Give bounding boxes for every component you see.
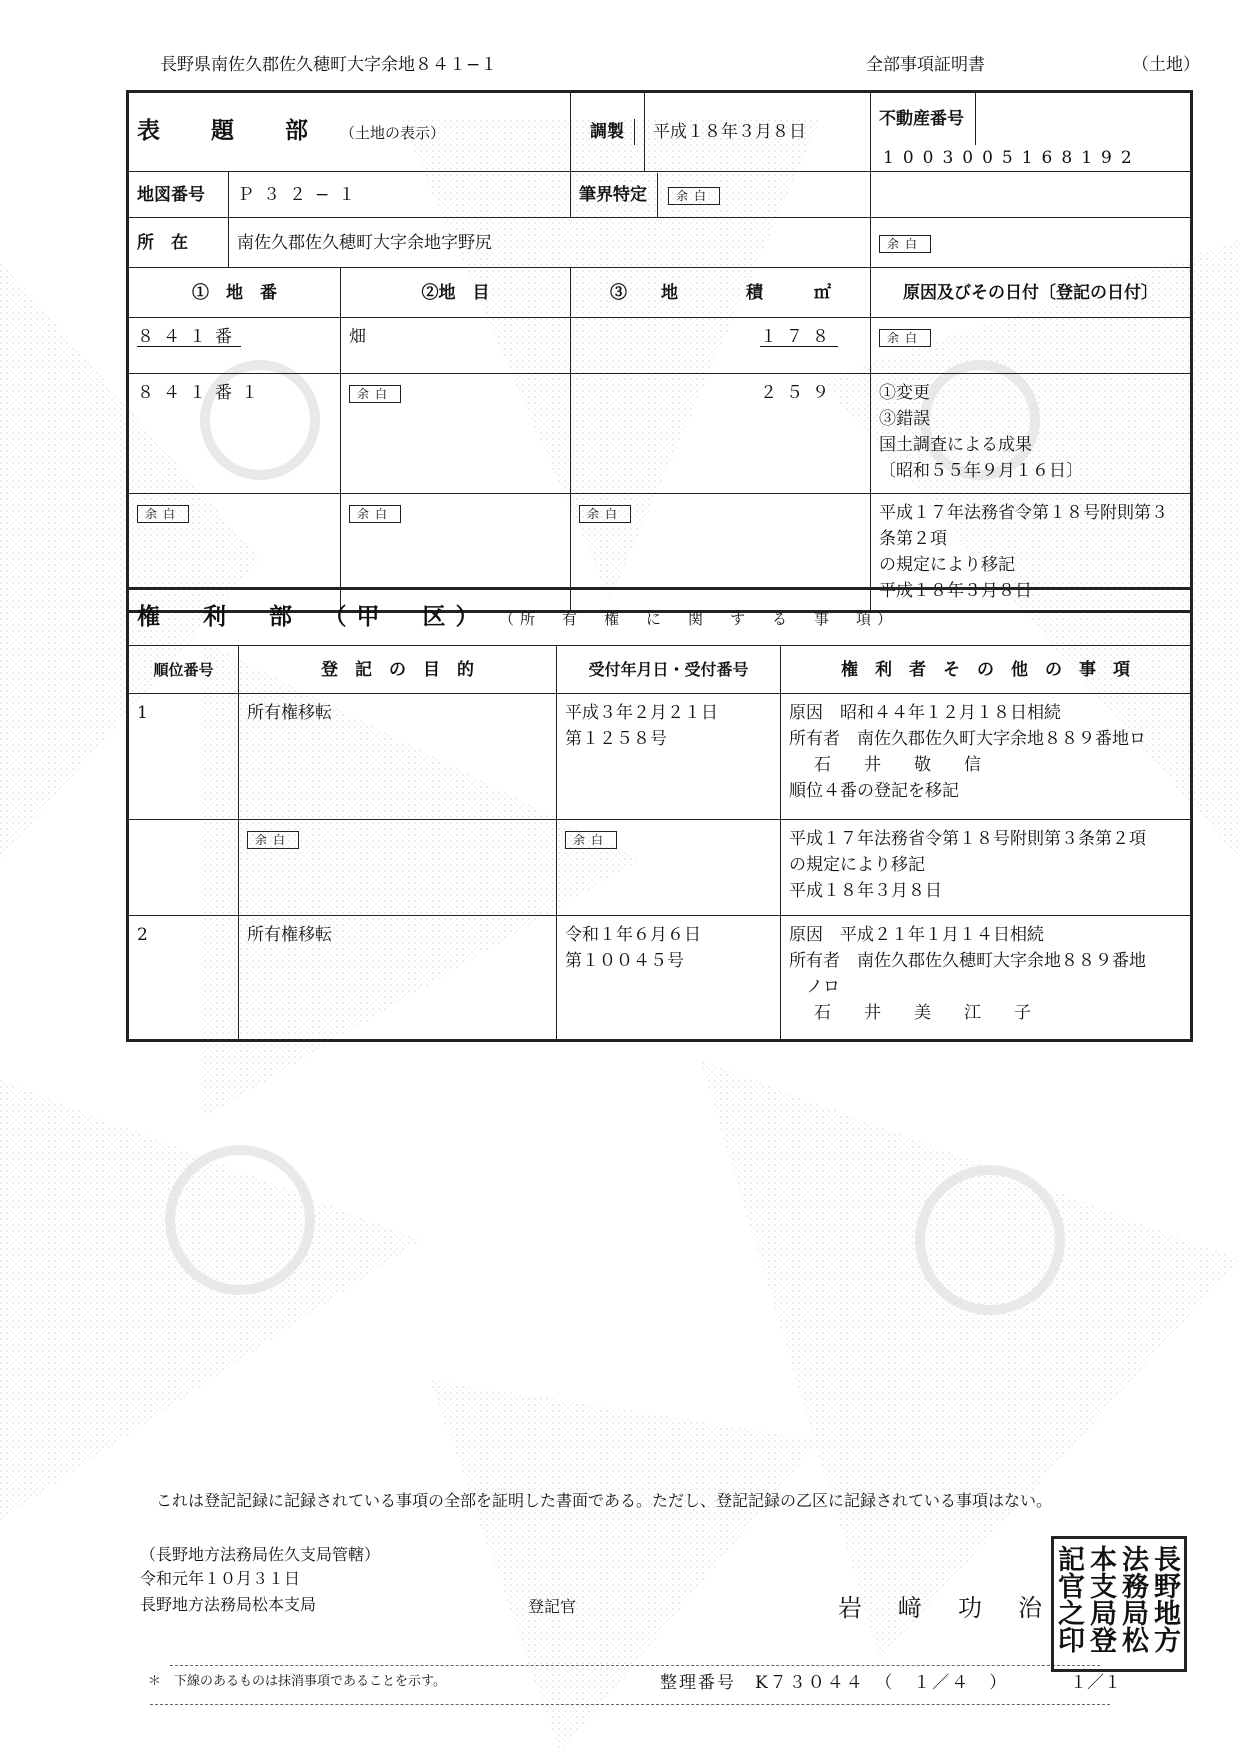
page-number: １／１ [1070,1673,1121,1693]
hikkai-yohaku: 余白 [668,187,720,205]
header-doc-title: 全部事項証明書 [866,55,985,75]
kenri-row [129,916,1191,1040]
hyodai-row [129,318,1191,374]
kenrisha-line: 所有者 南佐久郡佐久町大字余地８８９番地ロ [789,729,1146,749]
chiseki: １７８ [760,327,839,347]
hyodai-table [128,92,1191,611]
shozai-value: 南佐久郡佐久穂町大字余地字野尻 [229,218,871,268]
chiseki: ２５９ [760,383,839,403]
chimoku-yohaku: 余白 [349,505,401,523]
official-seal: 長野地方 法務局松 本支局登 記官之印 [1051,1536,1187,1672]
issuing-office: 長野地方法務局松本支局 [140,1595,317,1614]
header-address: 長野県南佐久郡佐久穂町大字余地８４１−１ [160,55,498,75]
kenrisha-line: 平成１７年法務省令第１８号附則第３条第２項 [789,829,1146,849]
hikkai-cell [571,172,871,218]
col-chiseki: ③ 地 積 ㎡ [571,268,871,318]
genin-yohaku: 余白 [879,329,931,347]
kenri-row [129,820,1191,916]
genin-line: 国土調査による成果 [879,435,1033,455]
mokuteki: 所有権移転 [239,694,557,820]
kenrisha-line: 石 井 美 江 子 [789,1003,1039,1023]
mokuteki: 所有権移転 [239,916,557,1040]
chimoku: 畑 [349,327,366,347]
chiseki-yohaku: 余白 [579,505,631,523]
juni: 1 [129,694,239,820]
footer-divider [170,1665,1100,1666]
uketsuke-yohaku: 余白 [565,831,617,849]
issue-date: 令和元年１０月３１日 [140,1569,301,1588]
genin-line: 平成１７年法務省令第１８号附則第３条第２項 [879,503,1169,549]
hyodai-subtitle: （土地の表示） [340,124,446,142]
certification-statement: これは登記記録に記録されている事項の全部を証明した書面である。ただし、登記記録の乙区に記録されている事項はない。 [140,1491,1053,1510]
kenrisha-line: 原因 平成２１年１月１４日相続 [789,925,1044,945]
strike-note: ＊ 下線のあるものは抹消事項であることを示す。 [148,1674,446,1689]
shozai-label: 所 在 [129,218,229,268]
kenrisha-line: 所有者 南佐久郡佐久穂町大字余地８８９番地 [789,951,1146,971]
uketsuke-line: 平成３年２月２１日 [565,703,718,723]
chiban: ８４１番 [137,327,241,347]
bottom-divider [150,1704,1110,1705]
kenrisha-line: の規定により移記 [789,855,925,875]
kenri-table [128,589,1191,1040]
uketsuke-line: 令和１年６月６日 [565,925,701,945]
hikkai-label: 筆界特定 [571,173,658,217]
hikkai-blank [871,172,1191,218]
fudosan-label: 不動産番号 [871,93,976,145]
uketsuke-line: 第１２５８号 [565,729,667,749]
hyodai-title: 表 題 部 [137,117,322,144]
chizu-value: Ｐ３２−１ [229,172,571,218]
chiban: ８４１番１ [137,383,267,403]
col-kenrisha: 権 利 者 そ の 他 の 事 項 [781,646,1191,694]
kenrisha-line: 順位４番の登記を移記 [789,781,959,801]
kenri-subtitle: （所 有 権 に 関 す る 事 項） [506,609,899,628]
kenrisha-line: ノロ [789,977,840,997]
chizu-label: 地図番号 [129,172,229,218]
hyodai-row [129,374,1191,494]
genin-line: 〔昭和５５年９月１６日〕 [879,461,1084,481]
col-chimoku: ②地 目 [341,268,571,318]
header-doc-type: （土地） [1132,55,1200,75]
seiri-number: 整理番号 K７３０４４ （ １／４ ） [660,1673,1009,1693]
chiban-yohaku: 余白 [137,505,189,523]
hyodai-title-cell [129,93,571,172]
juni: 2 [129,916,239,1040]
shozai-yohaku: 余白 [879,235,931,253]
kenrisha-line: 平成１８年３月８日 [789,881,942,901]
shozai-yohaku-cell [871,218,1191,268]
jurisdiction: （長野地方法務局佐久支局管轄） [140,1545,381,1564]
kenrisha-line: 石 井 敬 信 [789,755,989,775]
kenrisha-line: 原因 昭和４４年１２月１８日相続 [789,703,1061,723]
fudosan-value: 1003005168192 [883,148,1141,168]
uketsuke-line: 第１００４５号 [565,951,684,971]
col-juni: 順位番号 [129,646,239,694]
kenri-title: 権 利 部 （甲 区） [137,602,489,630]
col-genin: 原因及びその日付〔登記の日付〕 [871,268,1191,318]
chimoku-yohaku: 余白 [349,385,401,403]
juni [129,820,239,916]
kenri-title-cell [129,590,1191,646]
kenri-row [129,694,1191,820]
genin-line: の規定により移記 [879,555,1016,575]
col-uketsuke: 受付年月日・受付番号 [557,646,781,694]
officer-name: 岩 﨑 功 治 [838,1594,1048,1622]
mokuteki-yohaku: 余白 [247,831,299,849]
chosei-value: 平成１８年３月８日 [645,93,871,172]
chosei-label-cell [571,93,645,172]
chosei-label: 調製 [588,119,635,145]
genin-line: 平成１８年３月８日 [879,581,1033,601]
fudosan-cell [871,93,1191,172]
genin-line: ①変更 [879,383,931,403]
col-mokuteki: 登 記 の 目 的 [239,646,557,694]
genin-line: ③錯誤 [879,409,931,429]
col-chiban: ① 地 番 [129,268,341,318]
officer-label: 登記官 [528,1597,577,1616]
